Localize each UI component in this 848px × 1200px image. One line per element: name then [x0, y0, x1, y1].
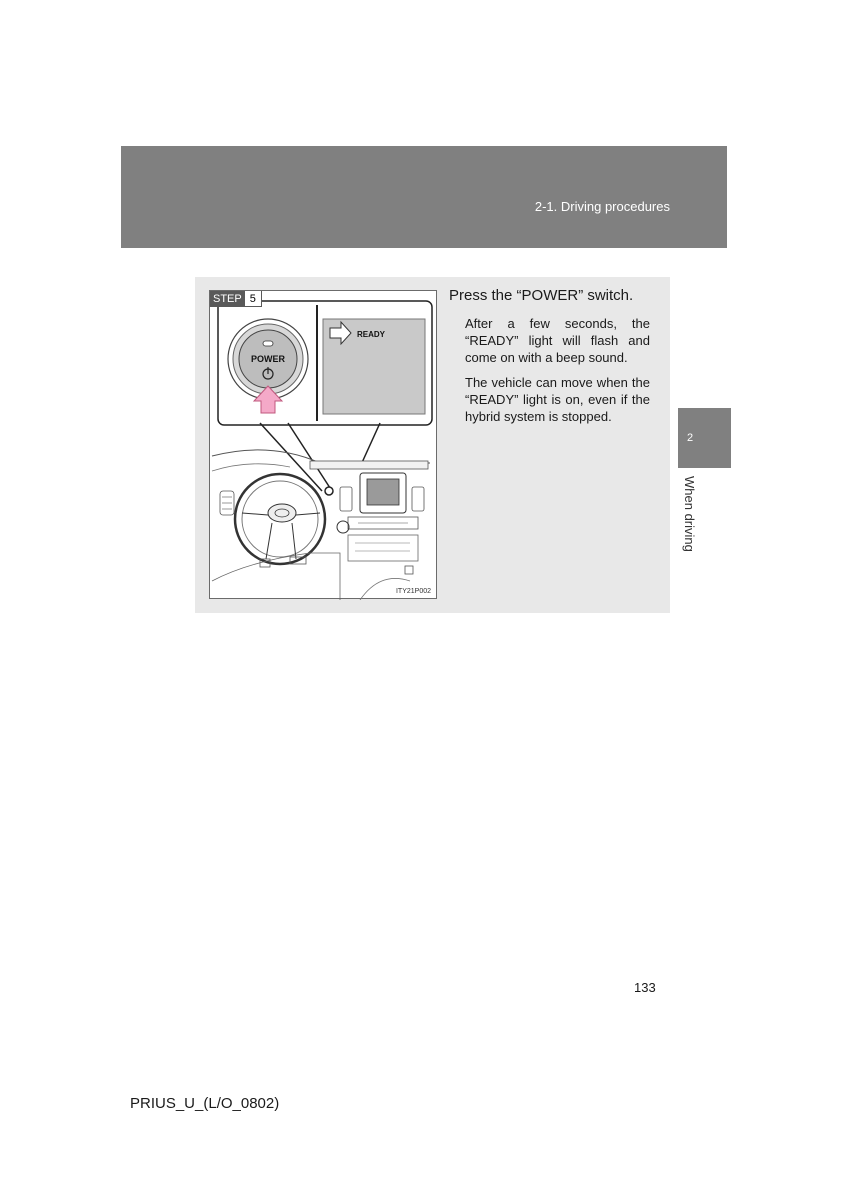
step-instruction: Press the “POWER” switch. — [449, 287, 634, 304]
step-note: The vehicle can move when the “READY” light is on, even if the hybrid system is stopped. — [465, 375, 650, 424]
chapter-number: 2 — [687, 432, 694, 444]
power-led — [263, 341, 273, 346]
chapter-header-band — [121, 146, 727, 248]
step-number: 5 — [245, 291, 262, 307]
chapter-label: When driving — [682, 476, 697, 552]
dashboard-drawing — [210, 291, 438, 600]
illustration-code: ITY21P002 — [395, 588, 431, 595]
step-note: After a few seconds, the “READY” light will flash and come on with a beep sound. — [465, 316, 650, 365]
document-code: PRIUS_U_(L/O_0802) — [130, 1095, 280, 1112]
step-panel — [195, 277, 670, 613]
power-switch-illustration — [209, 290, 437, 599]
chapter-side-tab — [678, 408, 731, 468]
step-badge — [210, 291, 262, 307]
step-label: STEP — [210, 291, 245, 307]
page-number: 133 — [634, 980, 656, 995]
power-label: POWER — [250, 354, 286, 364]
section-title: 2-1. Driving procedures — [534, 199, 670, 214]
ready-label: READY — [357, 330, 386, 339]
